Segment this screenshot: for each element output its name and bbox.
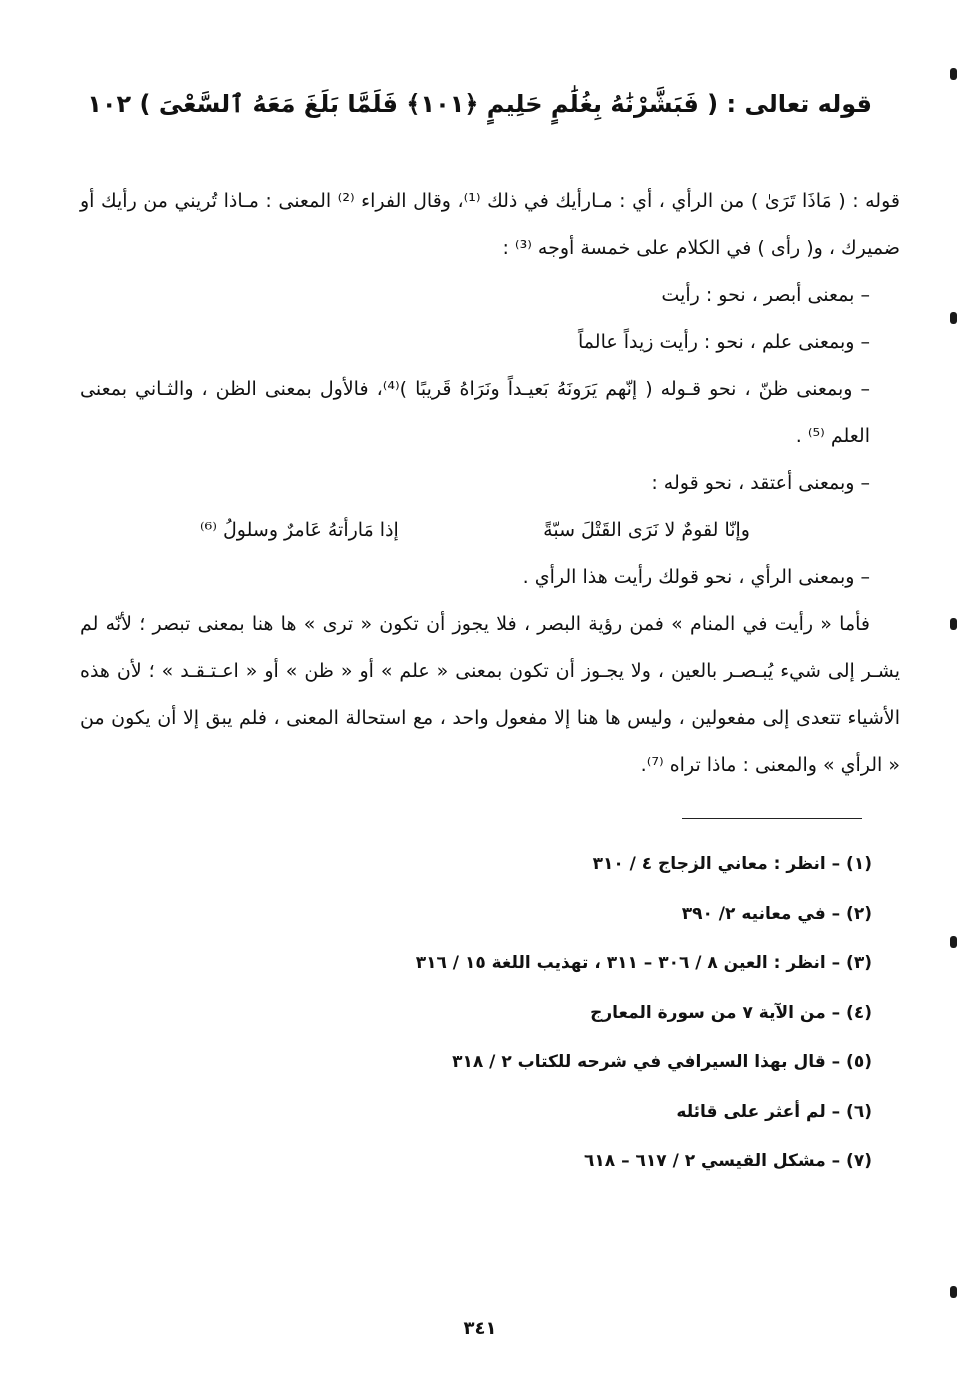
- intro-paragraph: قوله : ( مَاذَا تَرَىٰ ) من الرأي ، أي : مـارأيك في ذلك ⁽¹⁾، وقال الفراء ⁽²⁾ المعنى : مـاذا تُريني من رأيك أو ضميرك ، و( رأى ) في الكلام على خمسة أوجه ⁽³⁾ :: [80, 190, 900, 259]
- margin-punch-mark: [950, 618, 957, 630]
- meaning-item-1: – بمعنى أبصر ، نحو : رأيت: [661, 284, 870, 306]
- meaning-item-2: – وبمعنى علم ، نحو : رأيت زيداً عالماً: [578, 331, 870, 353]
- poetry-verse: [80, 507, 900, 554]
- footnote-6: (٦) – لم أعثر على قائله: [676, 1101, 872, 1122]
- footnote-separator: [682, 818, 862, 819]
- verse-second-hemistich: إذا مَارأتهُ عَامرٌ وسلولُ ⁽⁶⁾: [200, 519, 399, 541]
- footnote-2: (٢) – في معانيه ٢/ ٣٩٠: [681, 903, 872, 924]
- commentary-body: [80, 178, 900, 789]
- margin-punch-mark: [950, 1286, 957, 1298]
- verse-first-hemistich: وإنّا لقومٌ لا نَرَى القَتْلَ سبّةً: [543, 519, 750, 541]
- meaning-item-4: – وبمعنى أعتقد ، نحو قوله :: [651, 472, 870, 494]
- meaning-item-3: – وبمعنى ظنّ ، نحو قـوله ( إنّهم يَرَونَهُ بَعيـداً ونَرَاهُ قَريبًا )⁽⁴⁾، فالأول بمعنى الظن ، والثـاني بمعنى العلم ⁽⁵⁾ .: [80, 378, 870, 447]
- footnote-1: (١) – انظر : معاني الزجاج ٤ / ٣١٠: [592, 854, 872, 874]
- margin-punch-mark: [950, 68, 957, 80]
- margin-punch-mark: [950, 936, 957, 948]
- footnote-7: (٧) – مشكل القيسي ٢ / ٦١٧ – ٦١٨: [584, 1151, 872, 1171]
- footnote-3: (٣) – انظر : العين ٨ / ٣٠٦ – ٣١١ ، تهذيب اللغة ١٥ / ٣١٦: [415, 953, 872, 973]
- page-number: ٣٤١: [463, 1318, 497, 1339]
- closing-paragraph: فأما « رأيت في المنام » فمن رؤية البصر ، فلا يجوز أن تكون « ترى » ها هنا بمعنى تبصر ؛ لأنّه لم يشـر إلى شيء يُبـصـر بالعين ، ولا يجـوز أن تكون بمعنى « علم » أو « ظن » أو « اعـتـقـد » ؛ لأن هذه الأشياء تتعدى إلى مفعولين ، وليس ها هنا إلا مفعول واحد ، مع استحالة المعنى ، فلم يبق إلا أن يكون من « الرأي » والمعنى : ماذا تراه ⁽⁷⁾.: [80, 613, 900, 776]
- verse-heading: قوله تعالى : ( فَبَشَّرْنَٰهُ بِغُلَٰمٍ حَلِيمٍ ﴿١٠١﴾ فَلَمَّا بَلَغَ مَعَهُ ٱلسَّعْىَ ) ١٠٢: [87, 90, 872, 118]
- footnote-5: (٥) – قال بهذا السيرافي في شرحه للكتاب ٢ / ٣١٨: [452, 1052, 872, 1072]
- meaning-item-5: – وبمعنى الرأي ، نحو قولك رأيت هذا الرأي .: [522, 566, 870, 588]
- margin-punch-mark: [950, 312, 957, 324]
- footnotes-list: [72, 840, 872, 1187]
- footnote-4: (٤) – من الآية ٧ من سورة المعارج: [590, 1002, 872, 1023]
